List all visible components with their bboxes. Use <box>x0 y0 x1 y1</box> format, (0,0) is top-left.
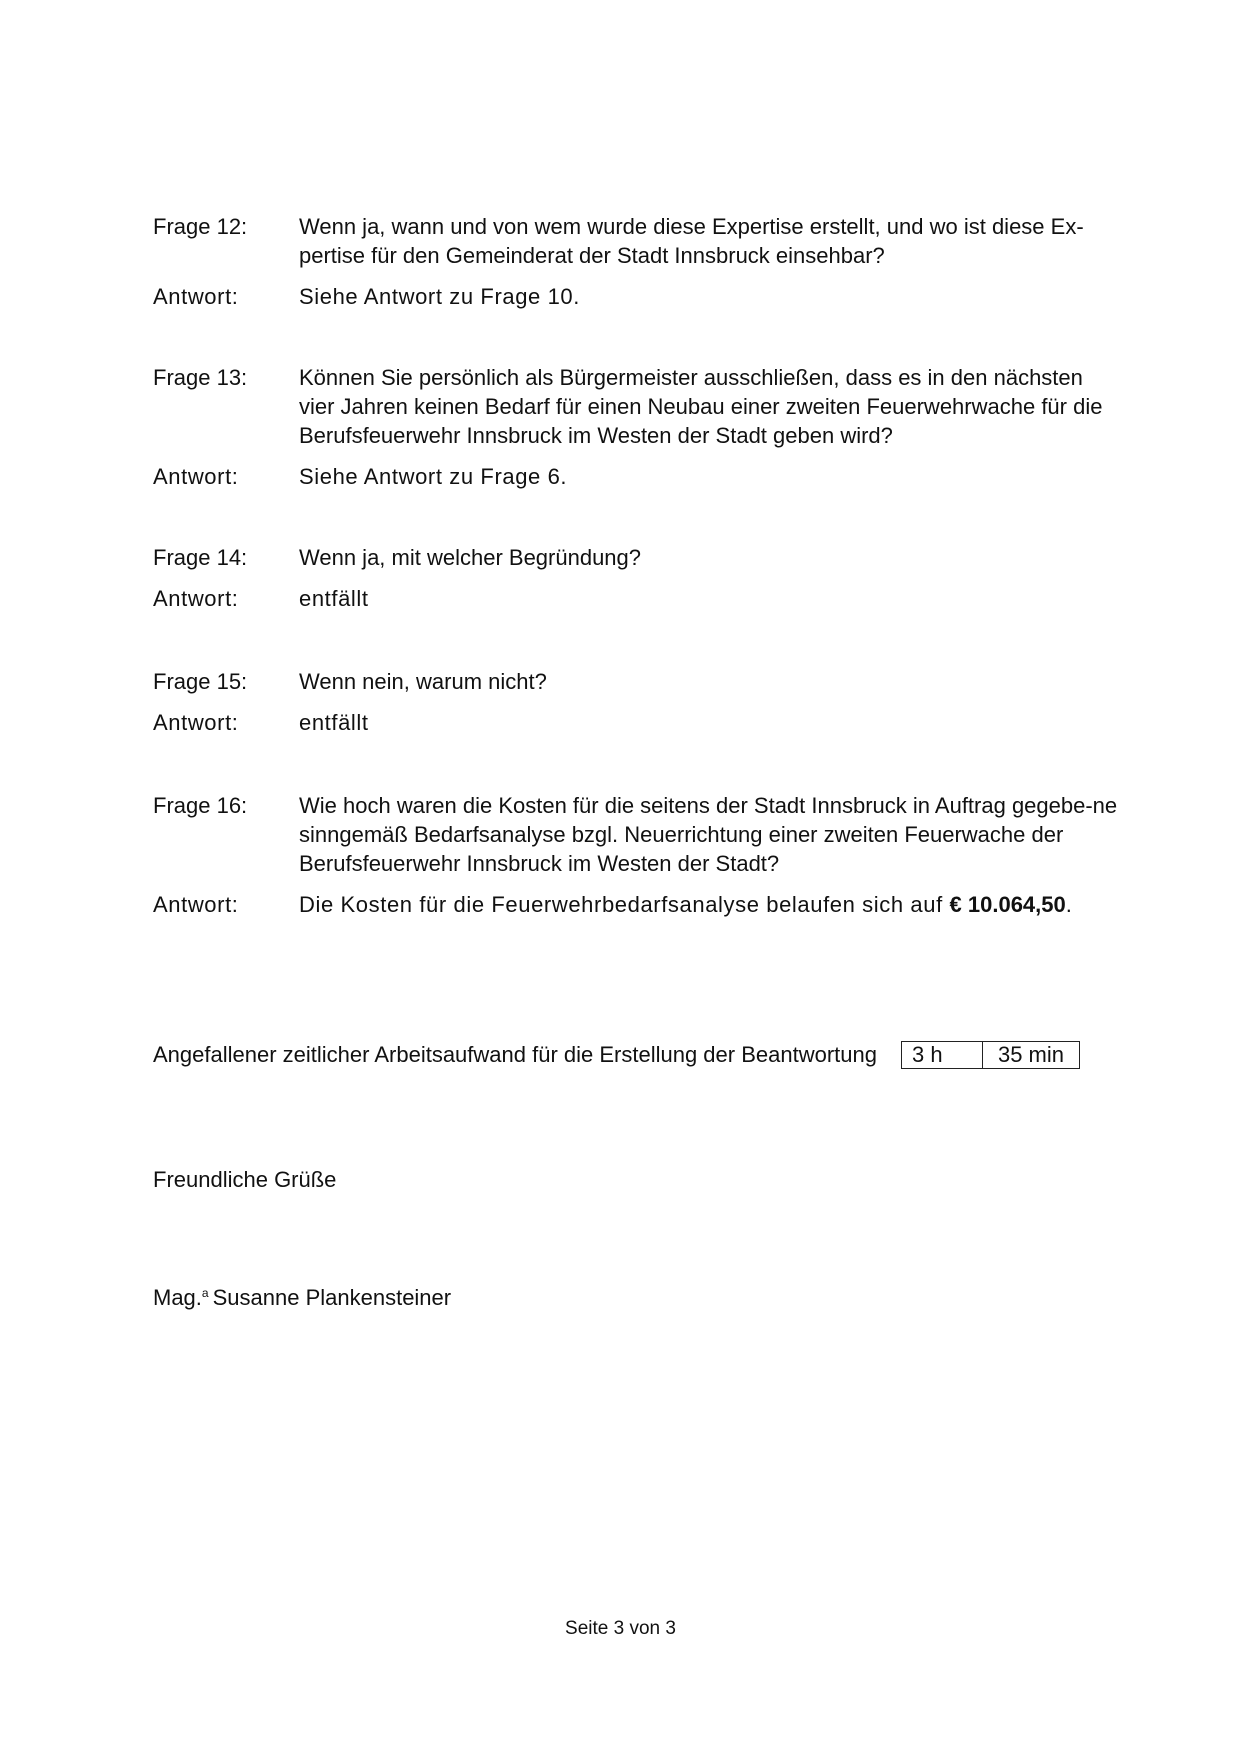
answer-label: Antwort: <box>153 586 239 611</box>
question-text-content: Können Sie persönlich als Bürgermeister ausschließen, dass es in den nächsten vier Jahren keinen Bedarf für einen Neubau einer zweiten Feuerwehrwache für die Berufsfeuerwehr Innsbruck im Westen der Stadt geben wird? <box>299 365 1103 448</box>
page-indicator: Seite 3 von 3 <box>565 1618 676 1639</box>
question-row <box>153 791 1133 878</box>
answer-label: Antwort: <box>153 464 239 489</box>
title-prefix: Mag. <box>153 1285 202 1310</box>
answer-text: Siehe Antwort zu Frage 10. <box>299 284 580 309</box>
answer-label: Antwort: <box>153 710 239 735</box>
question-text <box>299 363 1123 450</box>
question-text <box>299 791 1133 878</box>
effort-line <box>153 1041 1080 1069</box>
question-text: Wenn nein, warum nicht? <box>299 669 547 694</box>
signature-name <box>153 1279 451 1312</box>
question-label: Frage 14: <box>153 545 248 570</box>
qa-item-12 <box>153 212 1133 311</box>
question-label: Frage 16: <box>153 793 248 818</box>
answer-text: Siehe Antwort zu Frage 6. <box>299 464 568 489</box>
answer-label: Antwort: <box>153 892 239 917</box>
answer-row <box>153 584 1133 613</box>
qa-item-14 <box>153 543 1133 613</box>
answer-row <box>153 462 1133 491</box>
answer-text-content: Die Kosten für die Feuerwehrbedarfsanalyse belaufen sich auf <box>299 892 943 917</box>
qa-item-16 <box>153 791 1133 919</box>
closing-greeting: Freundliche Grüße <box>153 1167 337 1192</box>
question-row <box>153 667 1133 696</box>
answer-row <box>153 282 1133 311</box>
answer-label: Antwort: <box>153 284 239 309</box>
question-label: Frage 15: <box>153 669 248 694</box>
answer-text: entfällt <box>299 586 369 611</box>
effort-label: Angefallener zeitlicher Arbeitsaufwand für die Erstellung der Beantwortung <box>153 1042 877 1067</box>
answer-text <box>299 890 1133 919</box>
question-text-content: Wenn ja, wann und von wem wurde diese Expertise erstellt, und wo ist diese Ex-pertise für den Gemeinderat der Stadt Innsbruck einsehbar? <box>299 214 1084 268</box>
question-row <box>153 543 1133 572</box>
question-row <box>153 212 1133 270</box>
question-text <box>299 212 1133 270</box>
question-row <box>153 363 1133 450</box>
answer-row <box>153 708 1133 737</box>
effort-table <box>901 1041 1080 1069</box>
qa-item-13 <box>153 363 1133 491</box>
question-text: Wenn ja, mit welcher Begründung? <box>299 545 642 570</box>
question-text-content: Wie hoch waren die Kosten für die seitens der Stadt Innsbruck in Auftrag gegebe-ne sinngemäß Bedarfsanalyse bzgl. Neuerrichtung einer zweiten Feuerwache der Berufsfeuerwehr Innsbruck im Westen der Stadt? <box>299 793 1118 876</box>
answer-suffix: . <box>1065 892 1073 917</box>
question-label: Frage 13: <box>153 365 248 390</box>
cost-amount: € 10.064,50 <box>949 892 1066 917</box>
question-label: Frage 12: <box>153 214 248 239</box>
answer-text: entfällt <box>299 710 369 735</box>
answer-row <box>153 890 1133 919</box>
person-name: Susanne Plankensteiner <box>212 1285 452 1310</box>
effort-minutes: 35 min <box>997 1042 1064 1067</box>
qa-item-15 <box>153 667 1133 737</box>
title-superscript: a <box>201 1286 209 1300</box>
effort-hours: 3 h <box>902 1042 983 1068</box>
